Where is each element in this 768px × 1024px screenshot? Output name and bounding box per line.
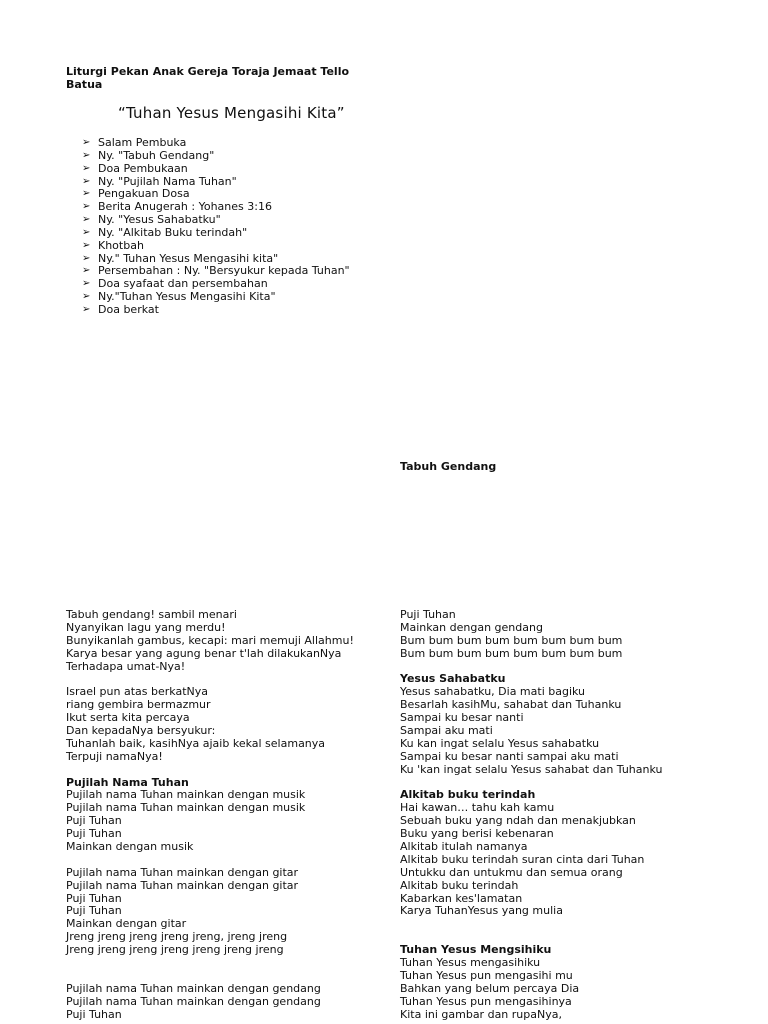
alkitab-verse (400, 802, 663, 918)
lyric-line: Hai kawan… tahu kah kamu (400, 801, 555, 815)
lyric-line: Untukku dan untukmu dan semua orang (400, 865, 623, 879)
arrow-bullet-icon: ➢ (82, 162, 91, 174)
arrow-bullet-icon: ➢ (82, 265, 91, 277)
lyric-line: Sebuah buku yang ndah dan menakjubkan (400, 814, 636, 828)
lyric-line: Dan kepadaNya bersyukur: (66, 724, 216, 738)
lyric-line: Jreng jreng jreng jreng jreng, jreng jreng (66, 930, 288, 944)
lyric-line: Nyanyikan lagu yang merdu! (66, 620, 226, 634)
lyric-line: Pujilah nama Tuhan mainkan dengan gendang (66, 981, 321, 995)
arrow-bullet-icon: ➢ (82, 149, 91, 161)
agenda-item-label: Doa Pembukaan (98, 161, 188, 175)
arrow-bullet-icon: ➢ (82, 175, 91, 187)
agenda-item (82, 137, 350, 150)
pujilah-musik-verse (66, 789, 354, 853)
lyric-line: Tuhanlah baik, kasihNya ajaib kekal selamanya (66, 736, 326, 750)
lyric-line: Tuhan Yesus pun mengasihi mu (400, 968, 573, 982)
lyric-line: Bum bum bum bum bum bum bum bum (400, 646, 623, 660)
lyric-line: Alkitab buku terindah suran cinta dari Tuhan (400, 852, 645, 866)
lyric-line: Pujilah nama Tuhan mainkan dengan musik (66, 801, 306, 815)
agenda-item-label: Ny. "Pujilah Nama Tuhan" (98, 174, 237, 188)
arrow-bullet-icon: ➢ (82, 201, 91, 213)
agenda-item-label: Pengakuan Dosa (98, 187, 190, 201)
lyric-line: Puji Tuhan (66, 1007, 122, 1021)
lyric-line: Ku kan ingat selalu Yesus sahabatku (400, 736, 600, 750)
agenda-item (82, 227, 350, 240)
document-header-title: Liturgi Pekan Anak Gereja Toraja Jemaat Tello Batua (66, 65, 350, 91)
lyric-line: Mainkan dengan musik (66, 840, 194, 854)
lyric-line: riang gembira bermazmur (66, 698, 211, 712)
lyric-line: Sampai ku besar nanti sampai aku mati (400, 749, 619, 763)
lyric-line: Pujilah nama Tuhan mainkan dengan musik (66, 788, 306, 802)
lyric-line: Israel pun atas berkatNya (66, 685, 208, 699)
tabuh-gendang-heading: Tabuh Gendang (400, 460, 497, 473)
lyric-line: Pujilah nama Tuhan mainkan dengan gitar (66, 878, 299, 892)
lyric-line: Sampai aku mati (400, 724, 493, 738)
puji-tuhan-verse (400, 609, 663, 661)
agenda-item-label: Berita Anugerah : Yohanes 3:16 (98, 200, 272, 214)
arrow-bullet-icon: ➢ (82, 278, 91, 290)
lyric-line: Puji Tuhan (66, 827, 122, 841)
lyric-line: Buku yang berisi kebenaran (400, 827, 554, 841)
agenda-item (82, 163, 350, 176)
lyric-line: Tuhan Yesus mengasihiku (400, 956, 541, 970)
arrow-bullet-icon: ➢ (82, 188, 91, 200)
agenda-item-label: Ny."Tuhan Yesus Mengasihi Kita" (98, 290, 276, 304)
lyric-line: Karya besar yang agung benar t'lah dilakukanNya (66, 646, 342, 660)
lyric-line: Karya TuhanYesus yang mulia (400, 904, 563, 918)
yesus-sahabatku-heading: Yesus Sahabatku (400, 672, 506, 686)
lyric-line: Pujilah nama Tuhan mainkan dengan gendang (66, 994, 321, 1008)
theme-title: “Tuhan Yesus Mengasihi Kita” (118, 104, 345, 122)
lyric-line: Pujilah nama Tuhan mainkan dengan gitar (66, 865, 299, 879)
lyric-line: Bunyikanlah gambus, kecapi: mari memuji Allahmu! (66, 633, 354, 647)
pujilah-heading: Pujilah Nama Tuhan (66, 775, 189, 789)
agenda-item-label: Doa berkat (98, 302, 159, 316)
lyric-line: Terpuji namaNya! (66, 749, 163, 763)
arrow-bullet-icon: ➢ (82, 214, 91, 226)
lyric-line: Terhadapa umat-Nya! (66, 659, 186, 673)
lyric-line: Sampai ku besar nanti (400, 711, 524, 725)
lyric-line: Mainkan dengan gitar (66, 917, 187, 931)
left-lyrics-column (66, 609, 354, 1022)
pujilah-gendang-verse (66, 983, 354, 1022)
alkitab-heading: Alkitab buku terindah (400, 788, 536, 802)
arrow-bullet-icon: ➢ (82, 226, 91, 238)
agenda-item (82, 214, 350, 227)
lyric-line: Alkitab itulah namanya (400, 840, 528, 854)
arrow-bullet-icon: ➢ (82, 303, 91, 315)
arrow-bullet-icon: ➢ (82, 252, 91, 264)
yesus-sahabatku-verse (400, 686, 663, 776)
lyric-line: Tuhan Yesus pun mengasihinya (400, 994, 572, 1008)
agenda-item-label: Ny. "Yesus Sahabatku" (98, 213, 221, 227)
tuhan-yesus-mengasihi-verse (400, 957, 663, 1021)
lyric-line: Bahkan yang belum percaya Dia (400, 981, 580, 995)
arrow-bullet-icon: ➢ (82, 239, 91, 251)
arrow-bullet-icon: ➢ (82, 291, 91, 303)
pujilah-gitar-verse (66, 867, 354, 957)
lyric-line: Puji Tuhan (66, 814, 122, 828)
agenda-item-label: Ny." Tuhan Yesus Mengasihi kita" (98, 251, 279, 265)
lyric-line: Mainkan dengan gendang (400, 620, 543, 634)
lyric-line: Ku 'kan ingat selalu Yesus sahabat dan Tuhanku (400, 762, 663, 776)
israel-verse (66, 686, 354, 763)
agenda-item-label: Salam Pembuka (98, 135, 187, 149)
lyric-line: Kabarkan kes'lamatan (400, 891, 523, 905)
lyric-line: Tabuh gendang! sambil menari (66, 608, 237, 621)
agenda-item-label: Khotbah (98, 238, 144, 252)
agenda-item (82, 304, 350, 317)
lyric-line: Yesus sahabatku, Dia mati bagiku (400, 685, 586, 699)
lyric-line: Ikut serta kita percaya (66, 711, 190, 725)
lyric-line: Bum bum bum bum bum bum bum bum (400, 633, 623, 647)
lyric-line: Alkitab buku terindah (400, 878, 519, 892)
right-lyrics-column (400, 609, 663, 1022)
lyric-line: Puji Tuhan (400, 608, 456, 621)
agenda-list (82, 137, 350, 317)
tabuh-gendang-verse (66, 609, 354, 673)
agenda-item-label: Ny. "Alkitab Buku terindah" (98, 225, 248, 239)
agenda-item (82, 240, 350, 253)
agenda-item-label: Doa syafaat dan persembahan (98, 277, 268, 291)
agenda-item-label: Persembahan : Ny. "Bersyukur kepada Tuhan" (98, 264, 350, 278)
arrow-bullet-icon: ➢ (82, 136, 91, 148)
tuhan-yesus-mengasihi-heading: Tuhan Yesus Mengsihiku (400, 943, 552, 957)
agenda-item-label: Ny. "Tabuh Gendang" (98, 148, 215, 162)
agenda-item (82, 150, 350, 163)
lyric-line: Besarlah kasihMu, sahabat dan Tuhanku (400, 698, 622, 712)
lyric-line: Puji Tuhan (66, 891, 122, 905)
lyric-line: Puji Tuhan (66, 904, 122, 918)
lyric-line: Kita ini gambar dan rupaNya, (400, 1007, 562, 1021)
lyric-line: Jreng jreng jreng jreng jreng jreng jreng (66, 943, 284, 957)
